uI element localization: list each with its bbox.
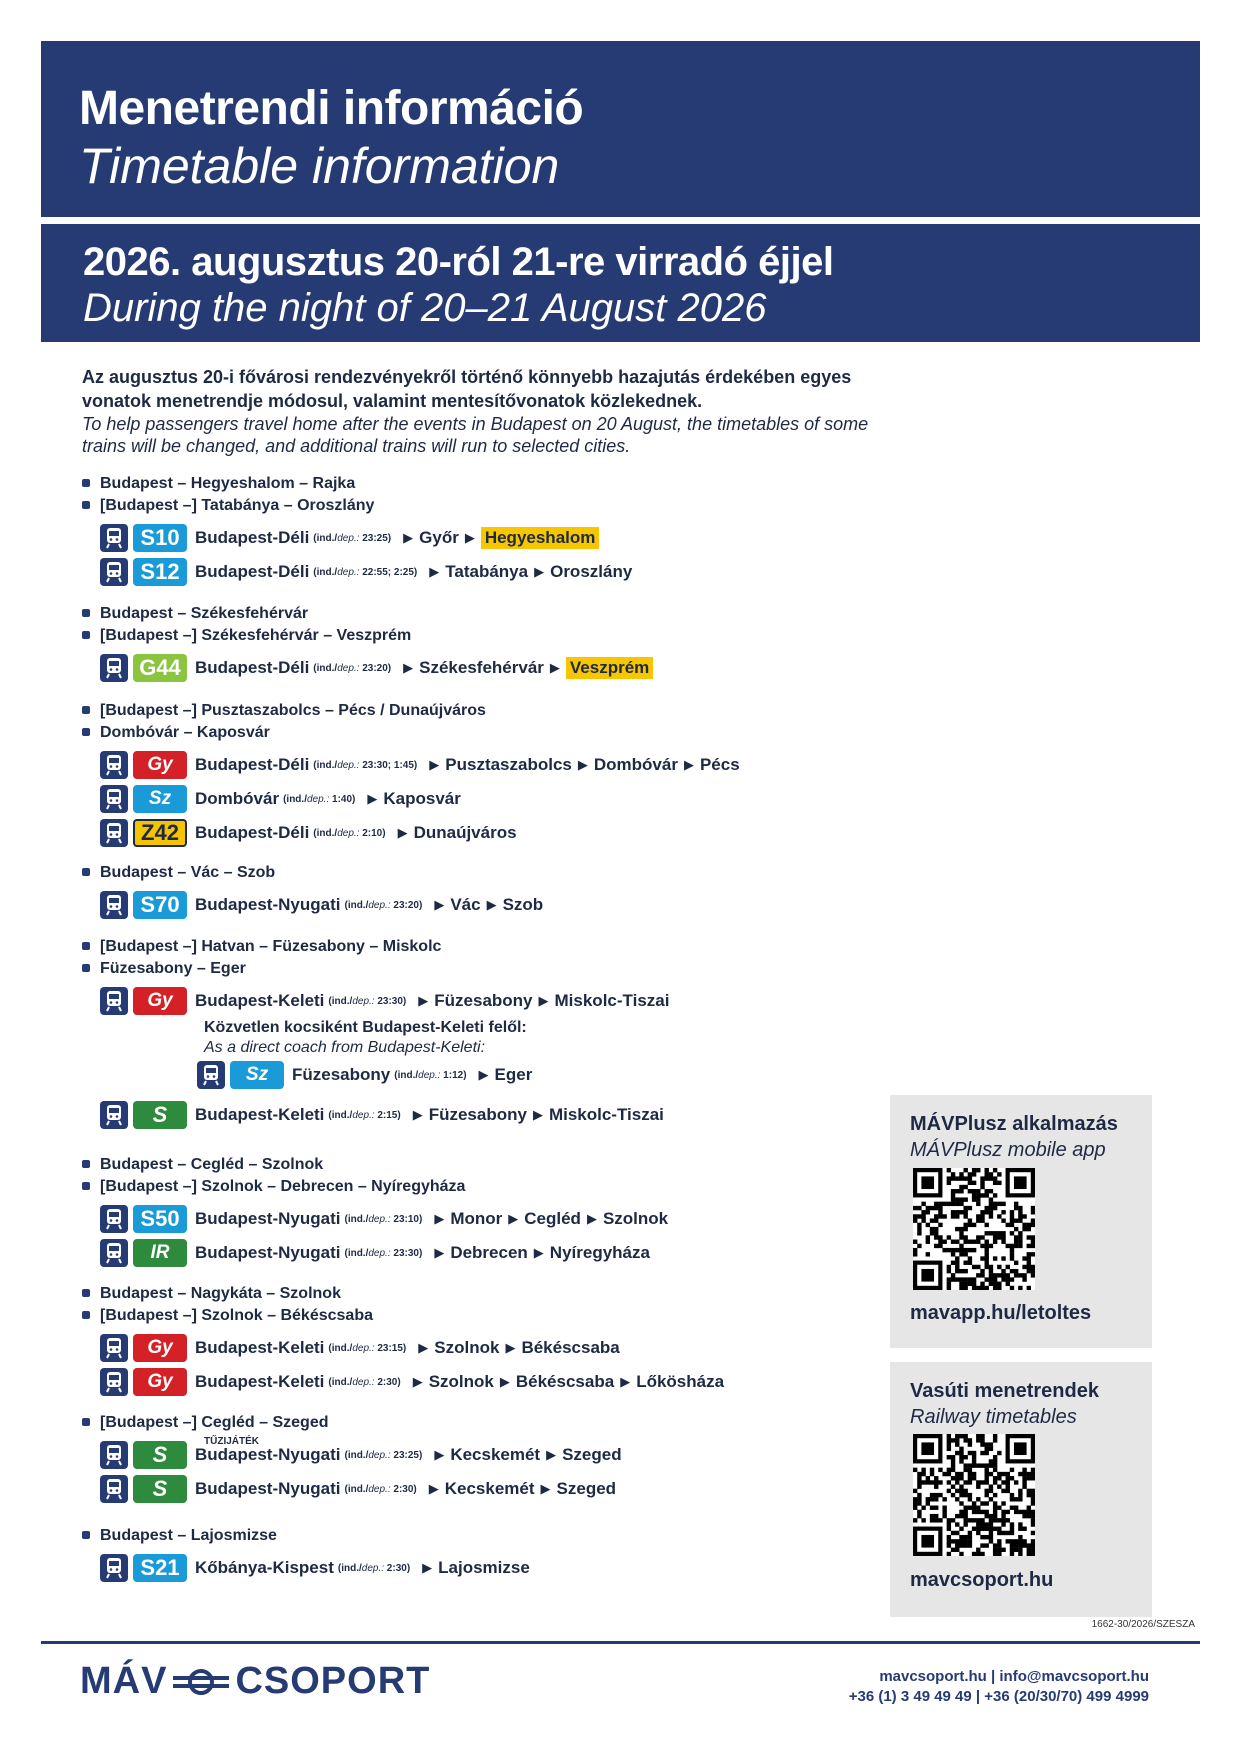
route-section [82,1154,668,1270]
route-name: Budapest – Nagykáta – Szolnok [82,1283,724,1305]
arrow-icon: ▶ [418,1340,429,1355]
departure-time: (ind./dep.: 23:15) [328,1342,407,1354]
destination-station: Pécs [699,755,740,774]
destination-station: Dunaújváros [413,823,517,842]
stop-station: Debrecen [450,1243,528,1262]
arrow-icon: ▶ [620,1374,631,1389]
line-badge: S [133,1475,187,1503]
route-name: Füzesabony – Eger [82,958,669,980]
departure-station: Budapest-Déli [195,562,310,581]
train-row [100,1098,669,1132]
arrow-icon: ▶ [397,825,408,840]
departure-time: (ind./dep.: 23:30) [344,1247,423,1259]
departure-time: (ind./dep.: 2:30) [344,1483,417,1495]
line-badge: S [133,1441,187,1469]
arrow-icon: ▶ [434,1245,445,1260]
destination-station: Szeged [562,1445,622,1464]
departure-time: (ind./dep.: 23:20) [344,899,423,911]
train-icon [100,558,128,586]
date-en: During the night of 20–21 August 2026 [83,286,767,330]
app-box-subtitle: MÁVPlusz mobile app [910,1139,1106,1161]
coach-note-en: As a direct coach from Budapest-Keleti: [204,1039,486,1056]
departure-station: Budapest-Keleti [195,991,325,1010]
timetable-box-url[interactable]: mavcsoport.hu [910,1569,1054,1591]
departure-time: (ind./dep.: 23:10) [344,1213,423,1225]
arrow-icon: ▶ [418,993,429,1008]
departure-station: Dombóvár [195,789,280,808]
line-badge: IR [133,1239,187,1267]
train-row [100,1236,668,1270]
train-icon [100,1101,128,1129]
train-row [100,984,669,1018]
line-badge: Z42 [133,819,187,847]
stop-station: Kecskemét [444,1479,535,1498]
departure-station: Budapest-Déli [195,658,310,677]
logo-left: MÁV [80,1660,168,1702]
departure-time: (ind./dep.: 23:20) [313,662,392,674]
stop-station: Monor [450,1209,503,1228]
arrow-icon: ▶ [538,993,549,1008]
stop-station: Dombóvár [593,755,678,774]
train-row [100,816,740,850]
line-badge: Gy [133,987,187,1015]
destination-station: Miskolc-Tiszai [548,1105,664,1124]
train-icon [100,1205,128,1233]
route-section [82,1525,530,1585]
train-icon [100,1368,128,1396]
line-badge: S10 [133,524,187,552]
departure-station: Budapest-Nyugati [195,1209,341,1228]
train-row [100,1202,668,1236]
stop-station: Cegléd [524,1209,581,1228]
destination-station: Szolnok [602,1209,669,1228]
route-section [82,1412,622,1506]
train-icon [100,891,128,919]
line-badge: S21 [133,1554,187,1582]
stop-station: Tatabánya [445,562,529,581]
train-row [100,782,740,816]
route-name: Budapest – Székesfehérvár [82,603,653,625]
arrow-icon: ▶ [478,1067,489,1082]
line-badge: S12 [133,558,187,586]
train-icon [100,785,128,813]
stop-station: Székesfehérvár [419,658,544,677]
arrow-icon: ▶ [412,1107,423,1122]
departure-time: (ind./dep.: 2:30) [328,1376,401,1388]
train-icon [100,1239,128,1267]
stop-station: Füzesabony [434,991,533,1010]
destination-station: Veszprém [566,657,653,679]
train-icon [100,1334,128,1362]
train-row [100,1438,622,1472]
destination-station: Oroszlány [550,562,633,581]
intro-hu-1: Az augusztus 20-i fővárosi rendezvényekről történő könnyebb hazajutás érdekében egyes [82,367,852,387]
train-icon [100,1441,128,1469]
logo-rail-icon [173,1667,229,1697]
line-badge: Sz [230,1061,284,1089]
route-section [82,700,740,850]
arrow-icon: ▶ [577,757,588,772]
arrow-icon: ▶ [549,660,560,675]
arrow-icon: ▶ [429,564,440,579]
train-row [100,748,740,782]
train-row [197,1058,669,1092]
route-section [82,603,653,685]
departure-time: (ind./dep.: 22:55; 2:25) [313,566,418,578]
line-badge: S70 [133,891,187,919]
departure-time: (ind./dep.: 2:30) [337,1562,411,1574]
route-name: Budapest – Lajosmizse [82,1525,530,1547]
destination-station: Eger [494,1065,533,1084]
departure-station: Füzesabony [292,1065,391,1084]
departure-station: Kőbánya-Kispest [195,1558,334,1577]
arrow-icon: ▶ [499,1374,510,1389]
departure-station: Budapest-Nyugati [195,895,341,914]
arrow-icon: ▶ [367,791,378,806]
arrow-icon: ▶ [586,1211,597,1226]
stop-station: Vác [450,895,481,914]
document-id: 1662-30/2026/SZESZA [1091,1619,1195,1630]
stop-station: Győr [419,528,459,547]
stop-station: Pusztaszabolcs [445,755,572,774]
route-section [82,936,669,1132]
departure-time: (ind./dep.: 23:30; 1:45) [313,759,418,771]
header-banner [41,41,1200,217]
arrow-icon: ▶ [422,1560,433,1575]
line-badge: Gy [133,1368,187,1396]
departure-time: (ind./dep.: 23:25) [344,1449,423,1461]
intro-hu-2: vonatok menetrendje módosul, valamint mentesítővonatok közlekednek. [82,391,703,411]
route-name: [Budapest –] Szolnok – Békéscsaba [82,1305,724,1327]
arrow-icon: ▶ [434,897,445,912]
app-box [890,1095,1152,1348]
timetable-box-subtitle: Railway timetables [910,1406,1077,1428]
arrow-icon: ▶ [533,1245,544,1260]
app-qr-code[interactable] [913,1168,1035,1290]
stop-station: Szolnok [428,1372,494,1391]
contact-info [849,1667,1149,1707]
train-row [100,1331,724,1365]
app-box-url[interactable]: mavapp.hu/letoltes [910,1302,1092,1324]
arrow-icon: ▶ [464,530,475,545]
departure-time: (ind./dep.: 2:10) [313,827,386,839]
departure-station: Budapest-Keleti [195,1105,325,1124]
arrow-icon: ▶ [683,757,694,772]
departure-station: Budapest-Déli [195,823,310,842]
train-icon [100,654,128,682]
stop-station: Kecskemét [450,1445,541,1464]
train-row [100,888,543,922]
destination-station: Szeged [556,1479,617,1498]
departure-station: Budapest-Keleti [195,1338,325,1357]
stop-station: Békéscsaba [515,1372,615,1391]
title-en: Timetable information [79,138,560,194]
route-section [82,473,632,589]
arrow-icon: ▶ [429,757,440,772]
line-badge: Gy [133,1334,187,1362]
train-row [100,1365,724,1399]
route-section [82,1283,724,1399]
arrow-icon: ▶ [532,1107,543,1122]
contact-line-1[interactable]: mavcsoport.hu | info@mavcsoport.hu [879,1668,1149,1685]
line-badge: G44 [133,654,187,682]
date-hu: 2026. augusztus 20-ról 21-re virradó éjjel [83,240,834,284]
train-icon [100,1554,128,1582]
line-badge: S50 [133,1205,187,1233]
destination-station: Nyíregyháza [549,1243,650,1262]
route-name: Dombóvár – Kaposvár [82,722,740,744]
departure-time: (ind./dep.: 23:30) [328,995,407,1007]
route-name: [Budapest –] Cegléd – Szeged [82,1412,622,1434]
route-name: [Budapest –] Szolnok – Debrecen – Nyíregyháza [82,1176,668,1198]
route-name: [Budapest –] Tatabánya – Oroszlány [82,495,632,517]
arrow-icon: ▶ [534,564,545,579]
train-icon [100,987,128,1015]
arrow-icon: ▶ [428,1481,439,1496]
arrow-icon: ▶ [508,1211,519,1226]
route-name: [Budapest –] Pusztaszabolcs – Pécs / Dunaújváros [82,700,740,722]
departure-station: Budapest-Nyugati [195,1479,341,1498]
line-badge: S [133,1101,187,1129]
intro-text [82,365,942,457]
timetable-qr-code[interactable] [913,1434,1035,1556]
train-icon [100,751,128,779]
train-icon [100,1475,128,1503]
timetable-box [890,1362,1152,1617]
arrow-icon: ▶ [434,1211,445,1226]
route-name: Budapest – Vác – Szob [82,862,543,884]
coach-note-hu: Közvetlen kocsiként Budapest-Keleti felől: [204,1019,527,1036]
date-banner [41,224,1200,342]
arrow-icon: ▶ [412,1374,423,1389]
train-row [100,521,632,555]
departure-time: (ind./dep.: 1:40) [283,793,356,805]
departure-station: Budapest-Nyugati [195,1243,341,1262]
intro-en-1: To help passengers travel home after the events in Budapest on 20 August, the timetables of some [82,414,869,434]
stop-station: Füzesabony [428,1105,527,1124]
train-icon [100,524,128,552]
footer-divider [41,1641,1200,1644]
arrow-icon: ▶ [403,660,414,675]
arrow-icon: ▶ [486,897,497,912]
mav-logo [80,1660,430,1703]
train-icon [197,1061,225,1089]
destination-station: Lőkösháza [636,1372,725,1391]
timetable-box-title: Vasúti menetrendek [910,1380,1099,1402]
app-box-title: MÁVPlusz alkalmazás [910,1113,1118,1135]
route-name: [Budapest –] Hatvan – Füzesabony – Miskolc [82,936,669,958]
arrow-icon: ▶ [434,1447,445,1462]
line-badge: Sz [133,785,187,813]
departure-station: Budapest-Déli [195,755,310,774]
arrow-icon: ▶ [540,1481,551,1496]
departure-time: (ind./dep.: 2:15) [328,1109,401,1121]
destination-station: Miskolc-Tiszai [554,991,670,1010]
route-name: Budapest – Cegléd – Szolnok [82,1154,668,1176]
fireworks-note: TŰZIJÁTÉK [204,1436,259,1447]
arrow-icon: ▶ [546,1447,557,1462]
arrow-icon: ▶ [505,1340,516,1355]
train-row [100,1472,622,1506]
destination-station: Kaposvár [383,789,461,808]
destination-station: Lajosmizse [438,1558,530,1577]
train-icon [100,819,128,847]
destination-station: Szob [502,895,544,914]
route-section [82,862,543,922]
departure-station: Budapest-Keleti [195,1372,325,1391]
train-row [100,651,653,685]
route-name: Budapest – Hegyeshalom – Rajka [82,473,632,495]
train-row [100,1551,530,1585]
logo-right: CSOPORT [235,1660,431,1702]
title-hu: Menetrendi információ [79,82,584,135]
stop-station: Szolnok [434,1338,500,1357]
intro-en-2: trains will be changed, and additional trains will run to selected cities. [82,436,631,456]
departure-time: (ind./dep.: 23:25) [313,532,392,544]
contact-line-2: +36 (1) 3 49 49 49 | +36 (20/30/70) 499 4999 [848,1688,1149,1705]
arrow-icon: ▶ [403,530,414,545]
route-name: [Budapest –] Székesfehérvár – Veszprém [82,625,653,647]
departure-time: (ind./dep.: 1:12) [394,1069,467,1081]
train-row [100,555,632,589]
departure-station: Budapest-Déli [195,528,310,547]
destination-station: Hegyeshalom [481,527,600,549]
destination-station: Békéscsaba [521,1338,620,1357]
line-badge: Gy [133,751,187,779]
departure-station: Budapest-Nyugati [195,1445,341,1464]
